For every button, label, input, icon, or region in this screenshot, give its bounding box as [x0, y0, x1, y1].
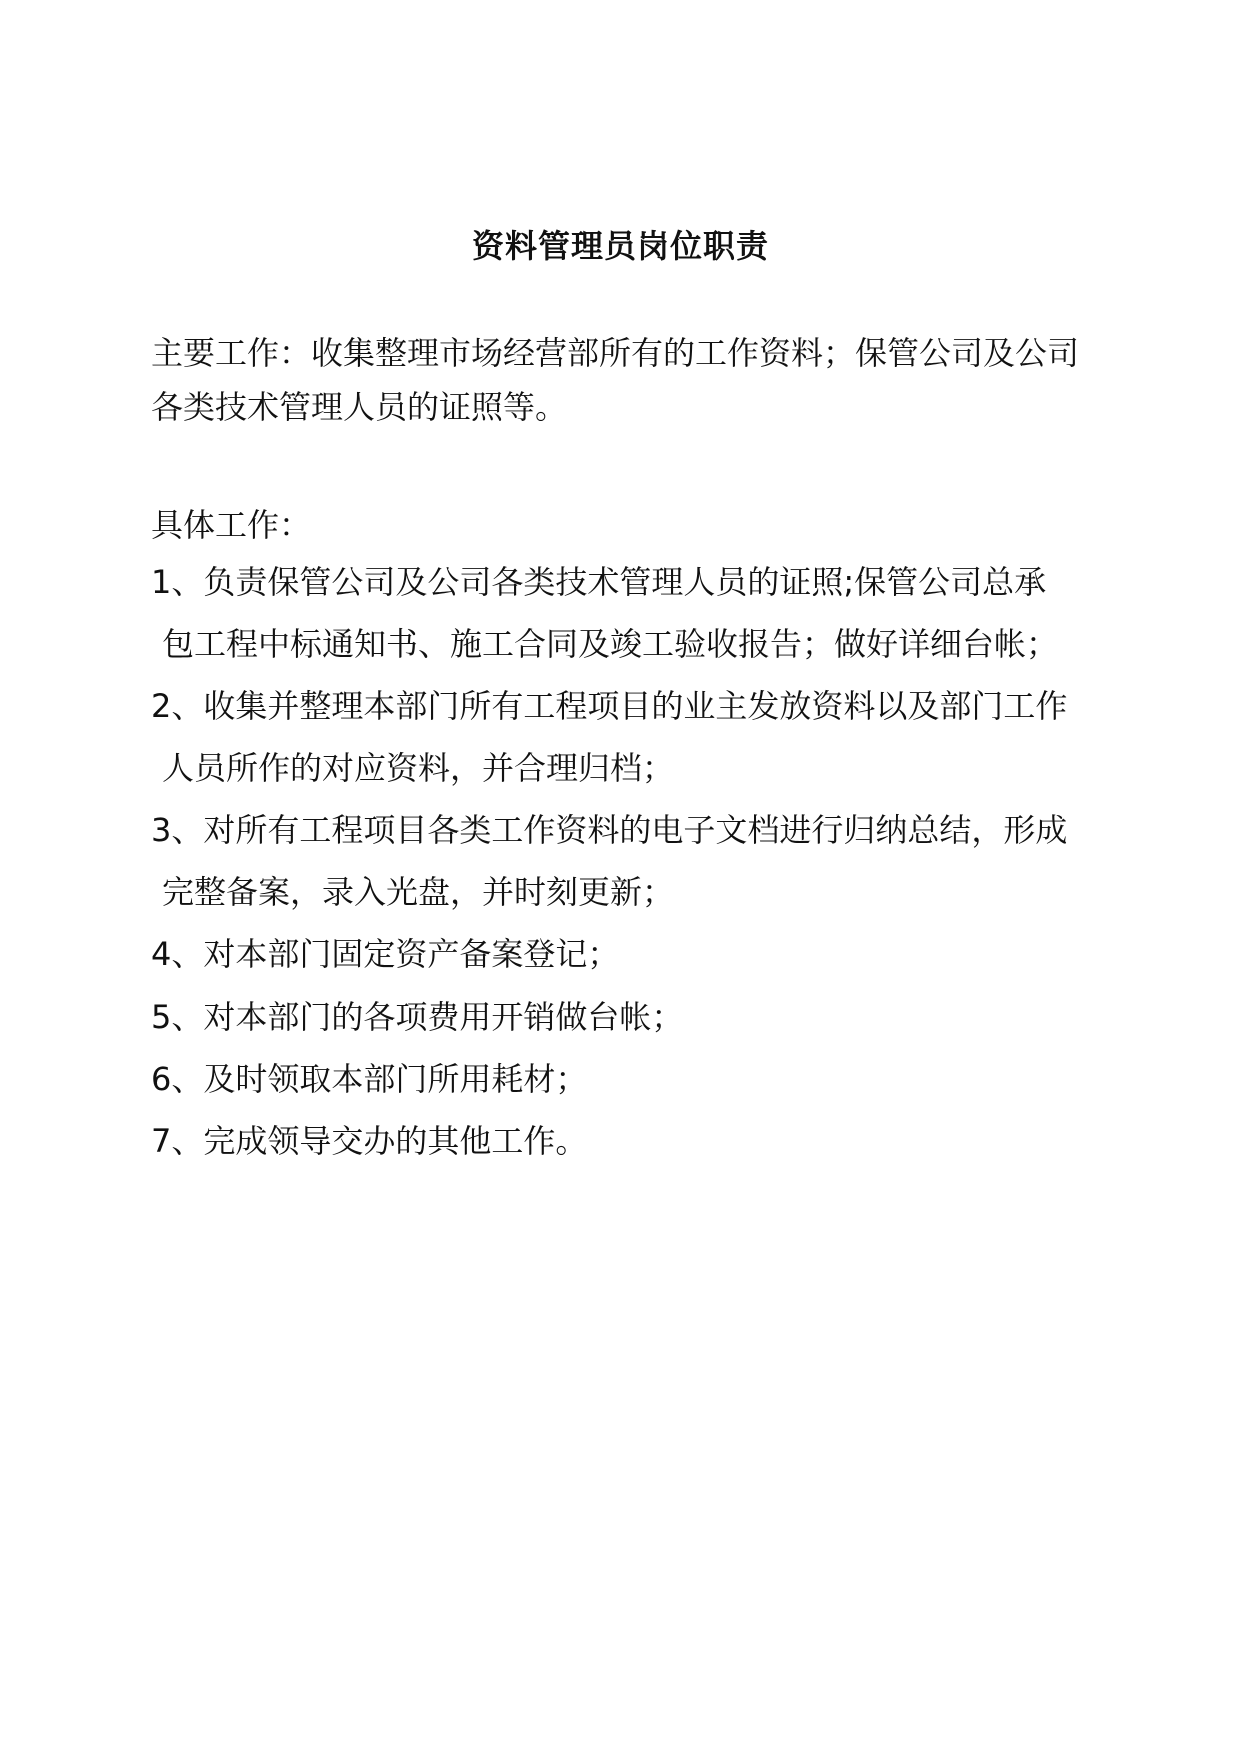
duty-item-3-line-1: 3、对所有工程项目各类工作资料的电子文档进行归纳总结，形成	[151, 811, 1068, 849]
detail-work-heading: 具体工作：	[151, 506, 312, 544]
duty-item-3-line-2: 完整备案，录入光盘，并时刻更新；	[162, 873, 675, 911]
duty-item-4: 4、对本部门固定资产备案登记；	[151, 935, 620, 973]
document-title: 资料管理员岗位职责	[471, 227, 769, 265]
duty-item-6: 6、及时领取本部门所用耗材；	[151, 1060, 588, 1098]
duty-item-2-line-1: 2、收集并整理本部门所有工程项目的业主发放资料以及部门工作	[151, 687, 1068, 725]
duty-item-2-line-2: 人员所作的对应资料，并合理归档；	[162, 749, 675, 787]
duty-item-5: 5、对本部门的各项费用开销做台帐；	[151, 998, 684, 1036]
main-work-summary: 主要工作：收集整理市场经营部所有的工作资料；保管公司及公司各类技术管理人员的证照等。	[151, 334, 1080, 426]
duty-item-7: 7、完成领导交办的其他工作。	[151, 1122, 588, 1160]
duty-item-1-line-2: 包工程中标通知书、施工合同及竣工验收报告；做好详细台帐；	[162, 625, 1059, 663]
duty-item-1-line-1: 1、负责保管公司及公司各类技术管理人员的证照;保管公司总承	[151, 563, 1047, 601]
